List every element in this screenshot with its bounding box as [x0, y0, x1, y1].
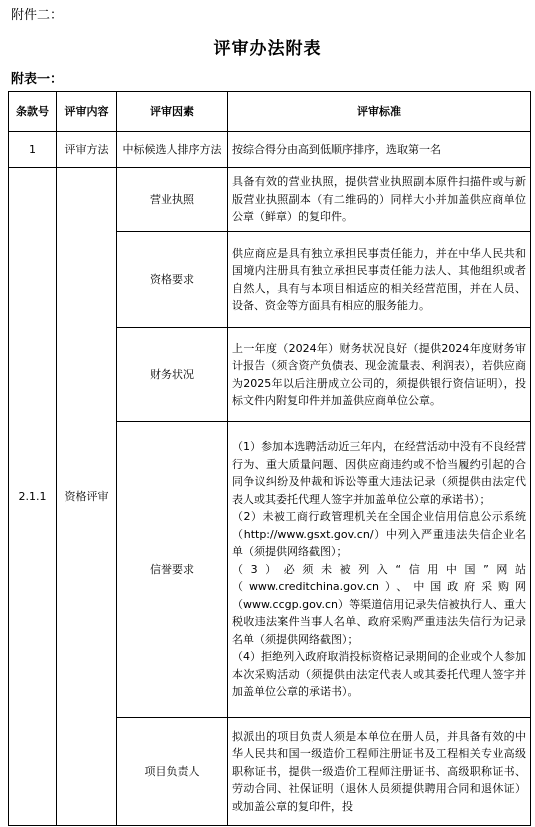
- factor-cell: 信誉要求: [117, 422, 228, 718]
- factor-cell: 营业执照: [117, 168, 228, 232]
- standard-text: 拟派出的项目负责人须是本单位在册人员，并具备有效的中华人民共和国一级造价工程师注册证书及工程相关专业高级职称证书，提供一级造价工程师注册证书、高级职称证书、劳动合同、社保证明（退休人员须提供聘用合同和退休证）或加盖公章的复印件，投: [232, 729, 526, 813]
- table-row: [9, 168, 531, 232]
- column-header-content: 评审内容: [57, 92, 117, 132]
- content-cell: 资格评审: [57, 168, 117, 826]
- standard-text: 供应商应是具有独立承担民事责任能力，并在中华人民共和国境内注册具有独立承担民事责任能力法人、其他组织或者自然人，具有与本项目相适应的相关经营范围，并在人员、设备、资金等方面具有相应的服务能力。: [232, 246, 526, 312]
- standard-cell: [228, 232, 531, 328]
- standard-text: （1）参加本选聘活动近三年内，在经营活动中没有不良经营行为、重大质量问题、因供应商违约或不恰当履约引起的合同争议纠纷及仲裁和诉讼等重大违法记录（须提供由法定代表人或其委托代理人签字并加盖单位公章的承诺书）；: [232, 440, 526, 506]
- factor-cell: 项目负责人: [117, 718, 228, 826]
- standard-text: 上一年度（2024年）财务状况良好（提供2024年度财务审计报告（须含资产负债表、现金流量表、利润表），若供应商为2025年以后注册成立公司的，须提供银行资信证明），投标文件内附复印件并加盖供应商单位公章。: [232, 341, 526, 407]
- factor-cell: 中标候选人排序方法: [117, 132, 228, 168]
- document-title: 评审办法附表: [213, 39, 322, 59]
- factor-cell: 财务状况: [117, 328, 228, 422]
- clause-cell: 1: [9, 132, 57, 168]
- standard-text: （2）未被工商行政管理机关在全国企业信用信息公示系统（http://www.gsxt.gov.cn/）中列入严重违法失信企业名单（须提供网络截图）；: [232, 510, 526, 559]
- standard-cell: [228, 328, 531, 422]
- clause-cell: 2.1.1: [9, 168, 57, 826]
- attachment-label: 附件二：: [11, 8, 64, 23]
- standard-text: 具备有效的营业执照，提供营业执照副本原件扫描件或与新版营业执照副本（有二维码的）同样大小并加盖供应商单位公章（鲜章）的复印件。: [232, 175, 526, 224]
- standard-cell: [228, 718, 531, 826]
- table-header-row: [9, 92, 531, 132]
- standard-cell: 按综合得分由高到低顺序排序，选取第一名: [228, 132, 531, 168]
- column-header-clause: 条款号: [9, 92, 57, 132]
- content-cell: 评审方法: [57, 132, 117, 168]
- standard-cell: [228, 168, 531, 232]
- column-header-standard: 评审标准: [228, 92, 531, 132]
- table-row: [9, 132, 531, 168]
- evaluation-table: [8, 91, 531, 826]
- table-label: 附表一：: [11, 72, 64, 87]
- standard-text: （4）拒绝列入政府取消投标资格记录期间的企业或个人参加本次采购活动（须提供由法定代表人或其委托代理人签字并加盖单位公章的承诺书）。: [232, 650, 526, 699]
- standard-cell: [228, 422, 531, 718]
- standard-text: （3）必须未被列入“信用中国”网站（www.creditchina.gov.cn）、中国政府采购网（www.ccgp.gov.cn）等渠道信用记录失信被执行人、重大税收违法案件当事人名单、政府采购严重违法失信行为记录名单（须提供网络截图）；: [232, 562, 526, 646]
- factor-cell: 资格要求: [117, 232, 228, 328]
- column-header-factor: 评审因素: [117, 92, 228, 132]
